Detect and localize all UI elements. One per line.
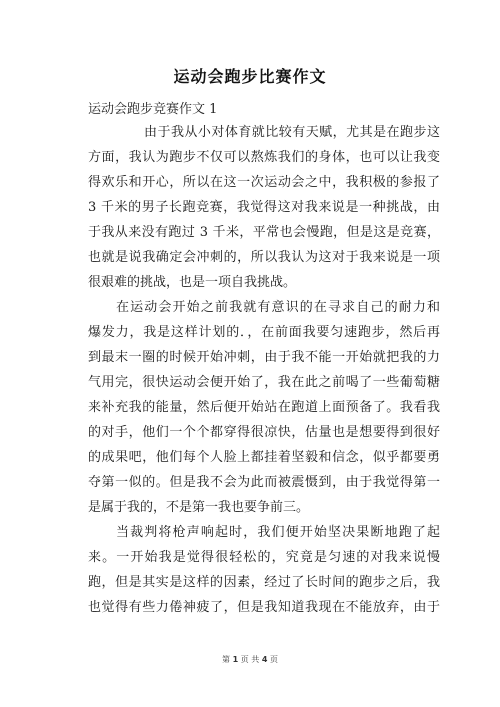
document-subtitle: 运动会跑步竞赛作文 1 (88, 102, 218, 117)
footer-middle: 页 共 (240, 655, 260, 664)
paragraph-line: 的成果吧，他们每个人脸上都挂着坚毅和信念，似乎都要勇 (88, 450, 440, 465)
footer-current-page: 1 (232, 655, 239, 664)
paragraph-line: 很艰难的挑战，也是一项自我挑战。 (88, 275, 297, 290)
page-footer (0, 654, 500, 665)
paragraph-line: 得欢乐和开心，所以在这一次运动会之中，我积极的参报了 (88, 175, 440, 190)
paragraph-line: 的对手，他们一个个都穿得很凉快，估量也是想要得到很好 (88, 425, 440, 440)
paragraph-line: 爆发力，我是这样计划的．，在前面我要匀速跑步，然后再 (88, 325, 440, 340)
document-body (88, 120, 440, 620)
paragraph-line: 在运动会开始之前我就有意识的在寻求自己的耐力和 (116, 300, 440, 315)
paragraph-3 (88, 520, 440, 620)
footer-prefix: 第 (222, 655, 231, 664)
paragraph-1 (88, 120, 440, 295)
footer-suffix: 页 (269, 655, 278, 664)
paragraph-line: 来补充我的能量，然后便开始站在跑道上面预备了。我看我 (88, 400, 440, 415)
paragraph-line: 夺第一似的。但是我不会为此而被震慑到，由于我觉得第一 (88, 475, 440, 490)
paragraph-line: 当裁判将枪声响起时，我们便开始坚决果断地跑了起 (116, 525, 440, 540)
paragraph-2 (88, 295, 440, 520)
footer-total-pages: 4 (261, 655, 268, 664)
paragraph-line: 方面，我认为跑步不仅可以熬炼我们的身体，也可以让我变 (88, 150, 440, 165)
paragraph-line: 也就是说我确定会冲刺的，所以我认为这对于我来说是一项 (88, 250, 440, 265)
paragraph-line: 跑，但是其实是这样的因素，经过了长时间的跑步之后，我 (88, 575, 440, 590)
document-title: 运动会跑步比赛作文 (173, 67, 327, 86)
paragraph-line: 3 千米的男子长跑竞赛，我觉得这对我来说是一种挑战，由 (88, 200, 440, 215)
paragraph-line: 于我从来没有跑过 3 千米，平常也会慢跑，但是这是竞赛， (88, 225, 440, 240)
paragraph-line: 由于我从小对体育就比较有天赋，尤其是在跑步这 (144, 125, 440, 140)
paragraph-line: 到最末一圈的时候开始冲刺，由于我不能一开始就把我的力 (88, 350, 440, 365)
paragraph-line: 气用完，很快运动会便开始了，我在此之前喝了一些葡萄糖 (88, 375, 440, 390)
paragraph-line: 也觉得有些力倦神疲了，但是我知道我现在不能放弃，由于 (88, 600, 440, 615)
paragraph-line: 来。一开始我是觉得很轻松的，究竟是匀速的对我来说慢 (88, 550, 440, 565)
paragraph-line: 是属于我的，不是第一我也要争前三。 (88, 500, 310, 515)
